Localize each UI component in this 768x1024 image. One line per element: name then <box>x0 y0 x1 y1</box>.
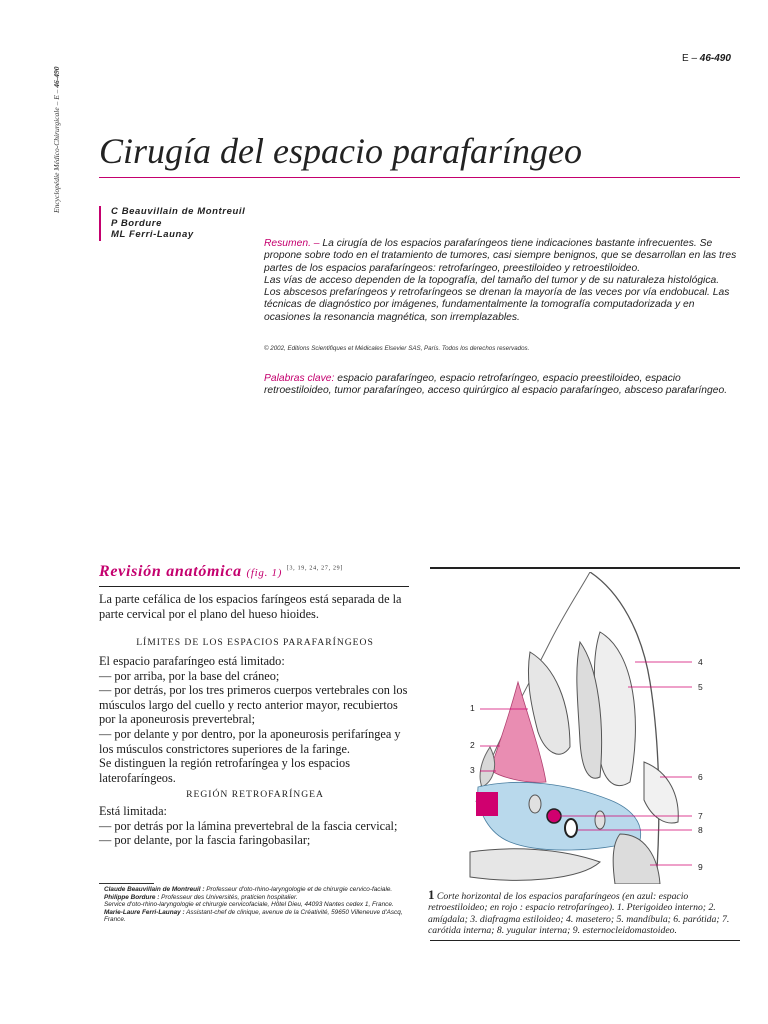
limits-line: Se distinguen la región retrofaríngea y los espacios laterofaríngeos. <box>99 756 350 785</box>
figure-label: 6 <box>698 772 703 782</box>
abstract <box>264 238 742 324</box>
intro-paragraph: La parte cefálica de los espacios faríngeos está separada de la parte cervical por el plano del hueso hioides. <box>99 592 402 621</box>
figure-label: 3 <box>470 765 475 775</box>
abstract-line: Las vías de acceso dependen de la topografía, del tamaño del tumor y de su naturaleza histológica. <box>264 274 720 286</box>
page-title: Cirugía del espacio parafaríngeo <box>99 131 582 171</box>
side-code: 46-490 <box>52 66 61 88</box>
figure-label: 5 <box>698 682 703 692</box>
magenta-block <box>476 792 498 816</box>
footnote-name: Claude Beauvillain de Montreuil : <box>104 886 205 893</box>
footnote <box>104 894 414 902</box>
section-refs: [3, 19, 24, 27, 29] <box>286 565 344 572</box>
footnote <box>104 901 414 909</box>
footnote <box>104 886 414 894</box>
footnote-name: Marie-Laure Ferri-Launay : <box>104 908 185 916</box>
footnote-text: Professeur d'oto-rhino-laryngologie et de chirurgie cervico-faciale. <box>204 886 393 893</box>
limits-line: — por arriba, por la base del cráneo; <box>99 668 280 683</box>
retro-text <box>99 804 411 848</box>
figure-bottom-rule <box>430 940 740 941</box>
top-ref-code: 46-490 <box>699 53 731 64</box>
abstract-line: La cirugía de los espacios parafaríngeos tiene indicaciones bastante infrecuentes. Se propone sobre todo en el tratamiento de tumores, casi siempre benignos, que se desarrollan en las tres partes de los espacios parafaríngeos: retrofaríngeo, preestiloideo y retroestiloideo. <box>264 238 737 274</box>
footnote-name: Philippe Bordure : <box>104 893 160 901</box>
figure-label: 7 <box>698 811 703 821</box>
keywords <box>264 373 742 398</box>
jugular-vessel <box>565 819 577 837</box>
section-rule <box>99 586 409 587</box>
scm-shape <box>613 834 660 884</box>
anatomical-figure <box>430 572 742 884</box>
footnote-text: Service d'oto-rhino-laryngologie et chirurgie cervicofaciale, Hôtel Dieu, 44093 Nantes cedex 1, France. <box>104 901 394 909</box>
figure-label: 8 <box>698 825 703 835</box>
section-fig-ref: (fig. 1) <box>246 567 283 579</box>
abstract-line: Los abscesos prefaríngeos y retrofaríngeos se drenan la mayoría de las veces por vía endobucal. Las técnicas de diagnóstico por imágenes, fundamentalmente la tomografía computadorizada y en ocasiones la resonancia magnética, son irremplazables. <box>264 287 730 323</box>
section-title: Revisión anatómica <box>99 563 242 580</box>
figure-top-rule <box>430 567 740 569</box>
author: C Beauvillain de Montreuil <box>111 206 246 217</box>
tonsil-shape <box>480 747 495 787</box>
limits-line: — por detrás, por los tres primeros cuerpos vertebrales con los músculos largo del cuello y recto anterior mayor, recubiertos por la aponeurosis prevertebral; <box>99 683 408 727</box>
vertebra-shape <box>470 849 600 880</box>
side-journal: Encyclopédie Médico-Chirurgicale – E – <box>52 87 61 213</box>
footnote <box>104 909 414 924</box>
retro-line: Está limitada: <box>99 804 167 818</box>
limits-line: — por delante y por dentro, por la aponeurosis perifaríngea y los músculos constrictores superiores de la faringe. <box>99 726 401 756</box>
figure-label: 2 <box>470 740 475 750</box>
top-reference <box>682 53 731 64</box>
keywords-text: espacio parafaríngeo, espacio retrofaríngeo, espacio preestiloideo, espacio retroestiloideo, tumor parafaríngeo, acceso quirúrgico al espacio parafaríngeo, absceso parafaríngeo. <box>264 373 728 397</box>
figure-caption <box>428 889 742 937</box>
keywords-label: Palabras clave: <box>264 373 335 384</box>
figure-label: 4 <box>698 657 703 667</box>
limits-text <box>99 654 411 785</box>
abstract-label: Resumen. – <box>264 238 320 249</box>
footnotes <box>104 886 414 924</box>
retro-line: — por detrás por la lámina prevertebral de la fascia cervical; <box>99 818 398 833</box>
title-rule <box>99 177 740 178</box>
author: ML Ferri-Launay <box>111 229 194 240</box>
parotid-shape <box>644 762 678 823</box>
author: P Bordure <box>111 217 162 229</box>
limits-line: El espacio parafaríngeo está limitado: <box>99 654 285 668</box>
figure-label: 9 <box>698 862 703 872</box>
footnote-text: Professeur des Universités, praticien hospitalier. <box>159 893 298 901</box>
caption-number: 1 <box>428 887 435 902</box>
footnote-rule <box>99 883 154 884</box>
authors <box>99 206 245 241</box>
copyright: © 2002, Editions Scientifiques et Médicales Elsevier SAS, París. Todos los derechos reservados. <box>264 345 530 352</box>
footnote-text: Assistant-chef de clinique, avenue de la Créativité, 59650 Villeneuve d'Ascq, France. <box>104 908 403 924</box>
section-heading <box>99 563 343 581</box>
top-ref-prefix: E – <box>682 53 700 64</box>
styloid-muscle <box>529 795 541 813</box>
subheading-retro: REGIÓN RETROFARÍNGEA <box>186 789 324 800</box>
figure-label: 1 <box>470 703 475 713</box>
subheading-limits: LÍMITES DE LOS ESPACIOS PARAFARÍNGEOS <box>136 637 374 648</box>
side-reference <box>52 66 61 213</box>
caption-text: Corte horizontal de los espacios parafaríngeos (en azul: espacio retroestiloideo; en rojo : espacio retrofaríngeo). 1. Pterigoideo interno; 2. amígdala; 3. diafragma estiloideo; 4. masetero; 5. mandíbula; 6. parótida; 7. carótida interna; 8. yugular interna; 9. esternocleidomastoideo. <box>428 891 730 937</box>
styloid-muscle <box>595 811 605 829</box>
carotid-vessel <box>547 809 561 823</box>
retro-line: — por delante, por la fascia faringobasilar; <box>99 833 311 848</box>
